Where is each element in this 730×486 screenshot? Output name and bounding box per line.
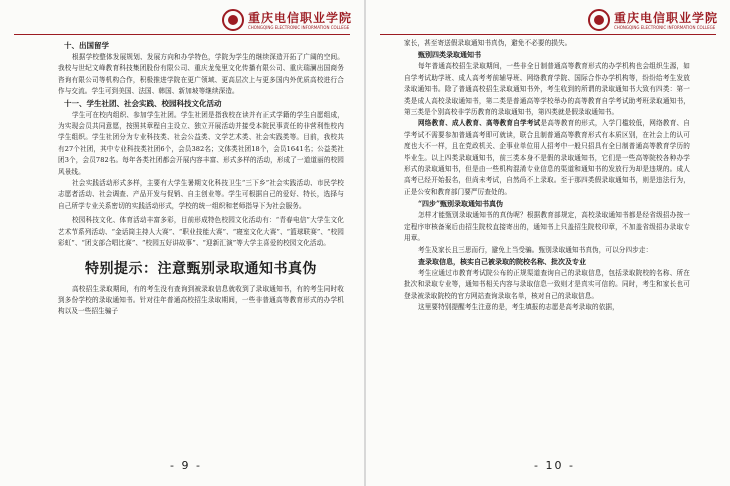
notice-paragraph: 高校招生录取期间，有的考生没有查询到被录取信息就收到了录取通知书，有的考生同时收到多份学校的录取通知书。针对往年普通高校招生录取期间，一些非普通高等教育形式的办学机构以及一些招生骗子 — [58, 284, 344, 316]
header-rule — [380, 34, 716, 35]
steps-intro-paragraph: 考生及家长且三思而行，避免上当受骗。甄别录取通知书真伪，可以分四步走： — [418, 245, 653, 254]
header-rule — [14, 34, 350, 35]
subheading-check-info: 查录取信息，核实自己被录取的院校名称、批次及专业 — [418, 256, 586, 266]
section-11-paragraph-1: 学生可在校内组织、参加学生社团。学生社团是指我校在读并有正式学籍的学生自愿组成，为实现会员共同意愿，按照其章程自主设立、独立开展活动并接受本院民事责任的非营利性校内学生组织。学生社团分为专业科技类、社会公益类、文学艺术类、社会实践类等。目前，我校共有27个社团，其中专业科技类社团6个，会员382名；文体类社团18个，会员1641名；公益类社团3个，会员782名。每年各类社团都会开展内容丰富、形式多样的活动，形成了一道道丽的校园风景线。 — [58, 110, 344, 176]
section-10-title: 十、出国留学 — [64, 41, 109, 50]
verify-paragraph: 怎样才能甄别录取通知书的真伪呢？根据教育部规定，高校录取通知书都是经省级招办按一定程序审核备案后由招生院校直接寄出的，通知书上只盖招生院校印章，不加盖省级招办录取专用章。 — [404, 211, 690, 243]
subheading-four-types: 甄别四类录取通知书 — [418, 50, 481, 60]
section-10-paragraph: 根据学校整体发展规划、发展方向和办学特色，学院为学生的继续深造开拓了广阔的空间。我校与世纪文峰教育科技集团股份有限公司、重庆龙兔里文化传播有限公司、重庆瑞澜出国商务咨询有限公司等机构合作，积极推进学院在更广领域、更高层次上与更多国内外优质高校进行合作与交流。学生可到美国、法国、韩国、新加坡等继续深造。 — [58, 53, 344, 96]
right-content — [404, 38, 690, 314]
page-number-right: - 10 - — [534, 459, 575, 472]
subheading-four-steps: “四步”甄别录取通知书真伪 — [418, 199, 504, 209]
notice-title: 特别提示：注意甄别录取通知书真伪 — [85, 260, 317, 277]
college-logo-icon — [222, 9, 244, 31]
college-logo-icon — [588, 9, 610, 31]
college-name — [614, 11, 718, 30]
right-header — [588, 6, 718, 34]
right-page — [366, 0, 730, 486]
college-name-cn: 重庆电信职业学院 — [247, 10, 352, 25]
college-name — [248, 11, 352, 30]
education-forms-lead: 网络教育、成人教育、高等教育自学考试 — [418, 119, 541, 128]
college-name-cn: 重庆电信职业学院 — [613, 10, 718, 25]
college-name-en: CHONGQING ELECTRONIC INFORMATION COLLEGE — [247, 24, 350, 30]
education-forms-text: 是高等教育的形式，入学门槛较低，网络教育、自学考试不需要参加普通高考即可就读，联合且制普通高等教育形式有本质区别，在社会上的认可度也大不一样，且在党政机关、企事业单位用人招考中一般只招具有全日制普通高等教育学历的毕业生。以上四类录取通知书，前三类本身不是假的录取通知书，它们是一些高等院校各种办学形式的录取通知书，但是由一些机构混淆专业信息的渠道和通知书的发放行为却是违规的。成人高考已经开始报名，但尚未考试，自然尚不上录取。至于那四类假录取通知书，则是违法行为，正是公安和教育部门要严厉查处的。 — [404, 119, 690, 196]
education-forms-paragraph — [404, 118, 690, 198]
continued-paragraph: 家长，甚至寄送假录取通知书真伪，避免不必要的损失。 — [404, 39, 572, 47]
left-page — [0, 0, 364, 486]
left-content — [58, 40, 344, 318]
college-name-en: CHONGQING ELECTRONIC INFORMATION COLLEGE — [613, 24, 716, 30]
section-11-paragraph-3: 校园科技文化、体育活动丰富多彩，目前形成特色校园文化活动有：“青春电信”大学生文化艺术节系列活动、“金话筒主持人大赛”、“职业技能大赛”、“寝室文化大赛”、“篮球联赛”、“校园彩虹”、“团支部合唱比赛”、“校园五好讲故事”、“迎新汇演”等大学主喜爱的校园文化活动。 — [58, 216, 344, 248]
reminder-paragraph: 这里要特别提醒考生注意的是，考生填报的志愿是高考录取的依据， — [418, 303, 619, 312]
four-types-paragraph: 每年普通高校招生录取期间，一些非全日制普通高等教育形式的办学机构也会组织生源，如自学考试助学班、成人高考考前辅导班、网络教育学院、国际合作办学机构等，纷纷给考生发放录取通知书。除了普通高校招生录取通知书外，考生收到的所谓的录取通知书大致有四类：第一类是成人高校录取通知书，第二类是普通高等学校举办的高等教育自学考试助考班录取通知书，第三类是个别高校非学历教育的录取通知书，第四类就是假录取通知书。 — [404, 62, 690, 117]
page-number-left: - 9 - — [170, 459, 202, 472]
left-header — [222, 6, 352, 34]
section-11-title: 十一、学生社团、社会实践、校园科技文化活动 — [64, 98, 222, 108]
section-11-paragraph-2: 社会实践活动形式多样，主要有大学生暑期文化科技卫生“三下乡”社会实践活动、市民学校志愿者活动、社会调查、产品开发与促销、自主创业等。学生可根据自己的爱好、特长，选择与自己所学专业关系密切的实践活动形式，学校的统一组织和老师指导下为社会服务。 — [58, 179, 344, 210]
check-info-paragraph: 考生应通过市教育考试院公布的正规渠道查询自己的录取信息，包括录取院校的名称、所在批次和录取专业等，通知书相关内容与录取信息一致则才是真实可信的。同时，考生和家长也可登录被录取院校的官方网站查询录取名单，核对自己的录取信息。 — [404, 268, 690, 300]
